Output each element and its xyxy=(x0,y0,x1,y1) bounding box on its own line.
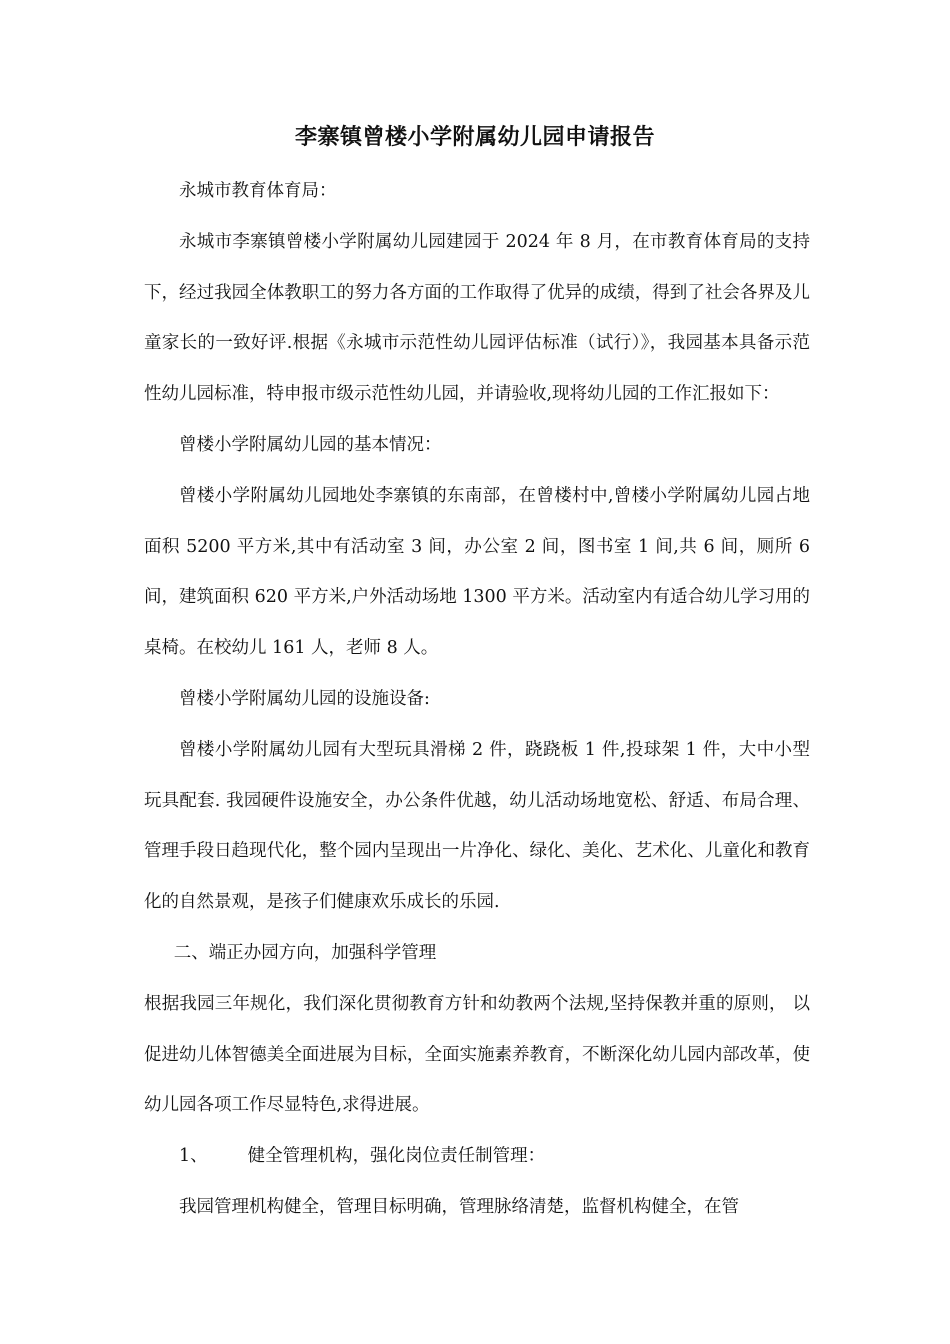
facility-paragraph: 曾楼小学附属幼儿园有大型玩具滑梯 2 件，跷跷板 1 件,投球架 1 件，大中小型玩具配套. 我园硬件设施安全，办公条件优越，幼儿活动场地宽松、舒适、布局合理、管理手段日趋现代化，整个园内呈现出一片净化、绿化、美化、艺术化、儿童化和教育化的自然景观，是孩子们健康欢乐成长的乐园. xyxy=(144,739,810,913)
document-title: 李寨镇曾楼小学附属幼儿园申请报告 xyxy=(294,124,655,150)
intro-paragraph: 永城市李寨镇曾楼小学附属幼儿园建园于 2024 年 8 月，在市教育体育局的支持下，经过我园全体教职工的努力各方面的工作取得了优异的成绩，得到了社会各界及儿童家长的一致好评.根据《永城市示范性幼儿园评估标准（试行）》，我园基本具备示范性幼儿园标准，特申报市级示范性幼儿园，并请验收,现将幼儿园的工作汇报如下： xyxy=(144,231,810,405)
item-1-paragraph: 我园管理机构健全，管理目标明确，管理脉络清楚，监督机构健全，在管 xyxy=(179,1196,739,1217)
salutation: 永城市教育体育局： xyxy=(179,181,337,201)
section-two-paragraph: 根据我园三年规化，我们深化贯彻教育方针和幼教两个法规,坚持保教并重的原则， 以促进幼儿体智德美全面进展为目标，全面实施素养教育，不断深化幼儿园内部改革，使幼儿园各项工作尽显特色,求得进展。 xyxy=(144,993,810,1116)
item-1-text: 健全管理机构，强化岗位责任制管理： xyxy=(247,1146,546,1167)
basic-info-paragraph: 曾楼小学附属幼儿园地处李寨镇的东南部，在曾楼村中,曾楼小学附属幼儿园占地面积 5200 平方米,其中有活动室 3 间，办公室 2 间，图书室 1 间,共 6 间，厕所 6 间，建筑面积 620 平方米,户外活动场地 1300 平方米。活动室内有适合幼儿学习用的桌椅。在校幼儿 161 人，老师 8 人。 xyxy=(144,485,810,659)
basic-info-heading: 曾楼小学附属幼儿园的基本情况： xyxy=(179,434,442,455)
section-two-heading: 二、端正办园方向，加强科学管理 xyxy=(173,942,437,963)
numbered-item-1 xyxy=(144,1131,810,1182)
item-1-number: 1、 xyxy=(179,1146,208,1167)
facility-heading: 曾楼小学附属幼儿园的设施设备: xyxy=(179,688,430,709)
document-body xyxy=(144,166,810,1233)
